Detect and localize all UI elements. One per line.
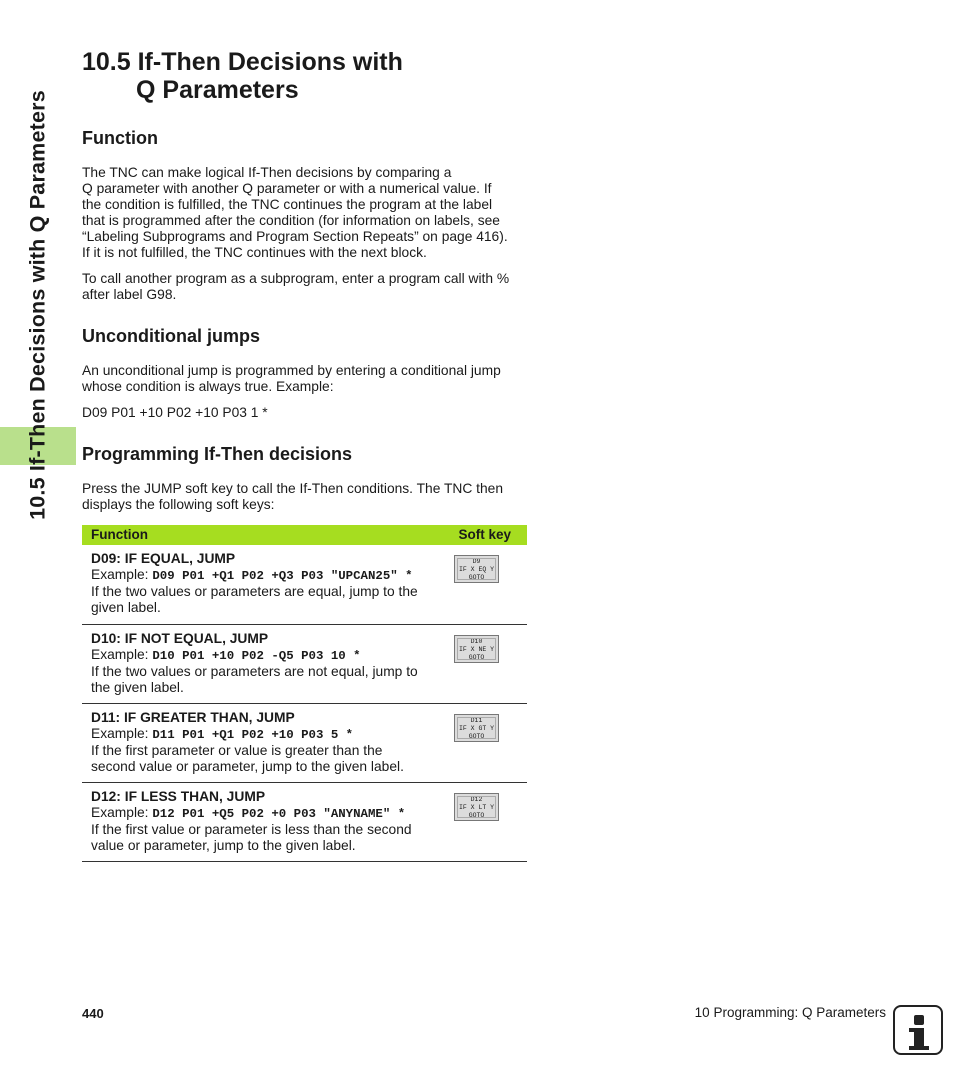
table-header [82,525,527,545]
page-title [82,48,403,104]
softkey-d10-icon: D10 IF X NE Y GOTO [454,635,499,663]
example-code: D12 P01 +Q5 P02 +0 P03 "ANYNAME" * [152,807,406,821]
description-line: If the two values or parameters are equal, jump to the [91,584,418,599]
description-line: If the two values or parameters are not equal, jump to [91,664,418,679]
description-line: If the first value or parameter is less than the second [91,822,412,837]
description-line: If the first parameter or value is greater than the [91,743,383,758]
column-header-function: Function [91,527,148,542]
section-heading-function: Function [82,128,158,148]
section-heading-programming: Programming If-Then decisions [82,444,353,464]
function-title: D10: IF NOT EQUAL, JUMP [91,631,269,646]
softkey-d11-icon: D11 IF X GT Y GOTO [454,714,499,742]
table-row [82,625,527,704]
example-line: Example: D10 P01 +10 P02 -Q5 P03 10 * [91,647,361,663]
example-line: Example: D09 P01 +Q1 P02 +Q3 P03 "UPCAN25" * [91,567,413,583]
vertical-chapter-title: 10.5 If-Then Decisions with Q Parameters [25,90,50,520]
function-title: D12: IF LESS THAN, JUMP [91,789,266,804]
info-icon [893,1005,943,1055]
column-header-softkey: Soft key [458,527,511,542]
text-line: Q parameter with another Q parameter or with a numerical value. If [82,181,492,196]
example-line: Example: D11 P01 +Q1 P02 +10 P03 5 * [91,726,354,742]
softkey-d12-icon: D12 IF X LT Y GOTO [454,793,499,821]
text-line: whose condition is always true. Example: [82,379,334,394]
text-line: Press the JUMP soft key to call the If-Then conditions. The TNC then [82,481,504,496]
chapter-side-tab [0,0,76,1091]
description-line: value or parameter, jump to the given label. [91,838,356,853]
unconditional-example: D09 P01 +10 P02 +10 P03 1 * [82,405,268,420]
table-row [82,783,527,862]
text-line: If it is not fulfilled, the TNC continues with the next block. [82,245,427,260]
example-code: D10 P01 +10 P02 -Q5 P03 10 * [152,649,361,663]
example-code: D11 P01 +Q1 P02 +10 P03 5 * [152,728,354,742]
text-line: that is programmed after the condition (for information on labels, see [82,213,500,228]
table-row [82,704,527,783]
example-line: Example: D12 P01 +Q5 P02 +0 P03 "ANYNAME" * [91,805,406,821]
unconditional-paragraph [82,363,528,395]
function-paragraph-2 [82,271,528,303]
function-title: D11: IF GREATER THAN, JUMP [91,710,295,725]
page-number: 440 [82,1006,104,1021]
function-paragraph-1 [82,165,528,261]
softkey-d09-icon: D9 IF X EQ Y GOTO [454,555,499,583]
text-line: “Labeling Subprograms and Program Section Repeats” on page 416). [82,229,508,244]
description-line: second value or parameter, jump to the given label. [91,759,404,774]
function-title: D09: IF EQUAL, JUMP [91,551,236,566]
example-code: D09 P01 +Q1 P02 +Q3 P03 "UPCAN25" * [152,569,413,583]
section-heading-unconditional: Unconditional jumps [82,326,260,346]
text-line: To call another program as a subprogram, enter a program call with % [82,271,510,286]
page-title-line1: 10.5 If-Then Decisions with [82,48,403,76]
description-line: the given label. [91,680,184,695]
text-line: The TNC can make logical If-Then decisions by comparing a [82,165,452,180]
text-line: displays the following soft keys: [82,497,275,512]
page-title-line2: Q Parameters [136,76,299,104]
text-line: An unconditional jump is programmed by entering a conditional jump [82,363,501,378]
text-line: after label G98. [82,287,177,302]
programming-paragraph [82,481,528,513]
table-row [82,545,527,625]
description-line: given label. [91,600,161,615]
text-line: the condition is fulfilled, the TNC continues the program at the label [82,197,493,212]
chapter-footer: 10 Programming: Q Parameters [694,1005,886,1020]
softkey-table [82,525,527,862]
